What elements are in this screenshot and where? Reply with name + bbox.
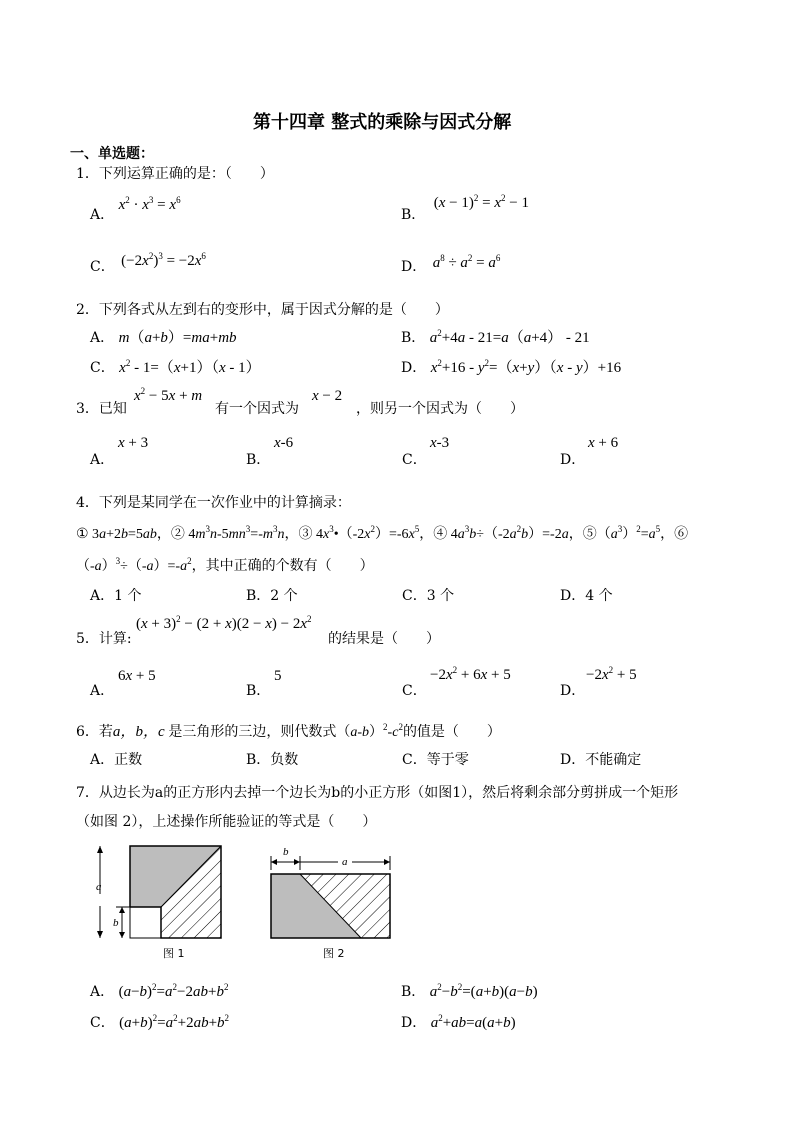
q5-option-b[interactable]	[246, 680, 270, 700]
q3-math-b: x-6	[274, 435, 294, 451]
q3-label-a: A．	[90, 452, 115, 468]
fig2-caption: 图 2	[323, 947, 345, 960]
q4-option-d[interactable]: D．4 个	[560, 588, 613, 604]
q4-option-c[interactable]: C．3 个	[402, 588, 455, 604]
q7-label-a: A．	[90, 984, 115, 1000]
q3-math-c: x-3	[430, 435, 450, 451]
q3-label-c: C．	[402, 452, 427, 468]
q7-line2: （如图 2），上述操作所能验证的等式是（ ）	[76, 814, 377, 830]
q1-label-b: B．	[401, 207, 426, 223]
q1-stem: 1．下列运算正确的是：（ ）	[76, 166, 274, 182]
q3-math-factor: x − 2	[312, 388, 343, 404]
q6-stem	[76, 720, 501, 741]
q1-option-a[interactable]	[90, 195, 181, 224]
fig1-caption: 图 1	[163, 947, 185, 960]
q5-label-c: C．	[402, 683, 427, 699]
fig2-label-a: a	[342, 856, 348, 868]
q3-math-d: x + 6	[588, 435, 619, 451]
q5-math-d: $-2x^2 + 5$	[586, 665, 637, 683]
q4-items-line1: ① 3a+2b=5ab，② $4m^3n-5mn^3=-m^3n$，③ $4x^3•(-2x^2)=-6x^5$，④ $4a^3b\div(-2a^2b)=-2a$，$⑤(a^3)^2=a^5$，⑥	[76, 524, 689, 542]
q1-math-a: $x^2 \cdot x^3 = x^6$	[118, 195, 181, 213]
q6-option-c[interactable]: C．等于零	[402, 752, 469, 768]
q1-math-d: $a^8 \div a^2 = a^6$	[432, 253, 501, 271]
q4-option-b[interactable]: B．2 个	[246, 588, 298, 604]
q2-math-c: $x^2 - 1=(x+1)(x - 1)$	[119, 358, 261, 376]
q4-items-line2: $(-a)^3\div(-a)=-a^2$，其中正确的个数有（ ）	[76, 556, 374, 574]
q3-stem-mid: 有一个因式为	[215, 401, 299, 417]
section-heading: 一、单选题：	[70, 146, 154, 162]
page-title: 第十四章 整式的乘除与因式分解	[253, 112, 512, 133]
q3-option-c[interactable]	[402, 449, 427, 469]
q4-stem: 4．下列是某同学在一次作业中的计算摘录：	[76, 495, 351, 511]
figure-1	[88, 840, 238, 965]
q6-option-d[interactable]: D．不能确定	[560, 752, 642, 768]
q6-stem-pre: 6．若	[76, 724, 113, 740]
q5-label-b: B．	[246, 683, 271, 699]
q5-math-a: 6x + 5	[118, 668, 156, 684]
q6-vars: a，b，c	[112, 724, 165, 740]
figure-2	[268, 840, 398, 965]
q7-math-a: $(a-b)^2=a^2-2ab+b^2$	[118, 982, 229, 1000]
q7-label-b: B．	[401, 984, 426, 1000]
q6-option-a[interactable]: A．正数	[90, 752, 143, 768]
q5-math-expr: $(x + 3)^2 - (2 + x)(2 - x) - 2x^2$	[136, 614, 312, 632]
q7-label-d: D．	[401, 1015, 427, 1031]
q3-label-b: B．	[246, 452, 271, 468]
q5-math-c: $-2x^2 + 6x + 5$	[430, 665, 511, 683]
q2-math-d: $x^2+16 - y^2=(x+y)(x - y)+16$	[430, 358, 622, 376]
q5-option-d[interactable]	[560, 680, 585, 700]
q1-label-a: A．	[90, 207, 115, 223]
q2-math-a: m（a+b）=ma+mb	[118, 330, 237, 346]
q1-label-c: C．	[90, 259, 115, 275]
q1-label-d: D．	[401, 259, 427, 275]
q5-option-a[interactable]	[90, 680, 114, 700]
q3-option-b[interactable]	[246, 449, 270, 469]
q6-expr: $(a-b)^2-c^2$	[336, 722, 403, 740]
q1-option-b[interactable]	[401, 193, 529, 224]
q5-label-d: D．	[560, 683, 586, 699]
q3-math-poly: $x^2 - 5x + m$	[134, 386, 203, 404]
fig1-label-a: a	[96, 881, 102, 893]
q4-tail: ，其中正确的个数有（ ）	[191, 558, 374, 574]
q2-option-c[interactable]	[90, 356, 261, 377]
q2-option-a[interactable]	[90, 326, 237, 347]
q5-stem-post: 的结果是（ ）	[328, 631, 440, 647]
q2-math-b: $a^2+4a - 21=a(a+4) - 21$	[429, 328, 590, 346]
q3-stem-post: ，则另一个因式为（ ）	[356, 401, 524, 417]
q2-label-d: D．	[401, 360, 427, 376]
q7-option-a[interactable]	[90, 981, 228, 1001]
fig2-label-b: b	[283, 846, 289, 858]
q7-label-c: C．	[90, 1015, 115, 1031]
q6-stem-post: 的值是（ ）	[402, 724, 501, 740]
q7-option-c[interactable]	[90, 1012, 229, 1032]
q3-option-a[interactable]	[90, 449, 114, 469]
q5-stem-pre: 5．计算:	[76, 631, 132, 647]
q2-stem: 2．下列各式从左到右的变形中，属于因式分解的是（ ）	[76, 302, 449, 318]
q3-stem-pre: 3．已知	[76, 401, 127, 417]
q2-label-a: A．	[90, 330, 115, 346]
q6-stem-mid: 是三角形的三边，则代数式	[168, 724, 337, 740]
q5-math-b: 5	[274, 668, 282, 684]
q2-option-b[interactable]	[401, 326, 590, 347]
q7-math-c: $(a+b)^2=a^2+2ab+b^2$	[119, 1013, 230, 1031]
q7-option-d[interactable]	[401, 1012, 516, 1032]
q2-label-b: B．	[401, 330, 426, 346]
q7-option-b[interactable]	[401, 981, 538, 1001]
q3-option-d[interactable]	[560, 449, 585, 469]
q3-label-d: D．	[560, 452, 586, 468]
q6-option-b[interactable]: B．负数	[246, 752, 299, 768]
q5-label-a: A．	[90, 683, 115, 699]
q1-option-d[interactable]	[401, 253, 501, 276]
q1-math-b: $(x - 1)^2 = x^2 - 1$	[433, 193, 529, 211]
q2-label-c: C．	[90, 360, 115, 376]
q7-line1: 7．从边长为a的正方形内去掉一个边长为b的小正方形（如图1），然后将剩余部分剪拼成一个矩形	[76, 785, 679, 801]
q5-option-c[interactable]	[402, 680, 427, 700]
q1-math-c: $(-2x^2)^3 = -2x^6$	[121, 251, 206, 269]
q7-math-b: $a^2-b^2=(a+b)(a-b)$	[429, 982, 538, 1000]
q2-option-d[interactable]	[401, 356, 621, 377]
q1-option-c[interactable]	[90, 251, 206, 276]
fig1-label-b: b	[113, 917, 119, 929]
q3-math-a: x + 3	[118, 435, 149, 451]
q4-option-a[interactable]: A．1 个	[90, 588, 142, 604]
q7-math-d: $a^2+ab=a(a+b)$	[430, 1013, 516, 1031]
